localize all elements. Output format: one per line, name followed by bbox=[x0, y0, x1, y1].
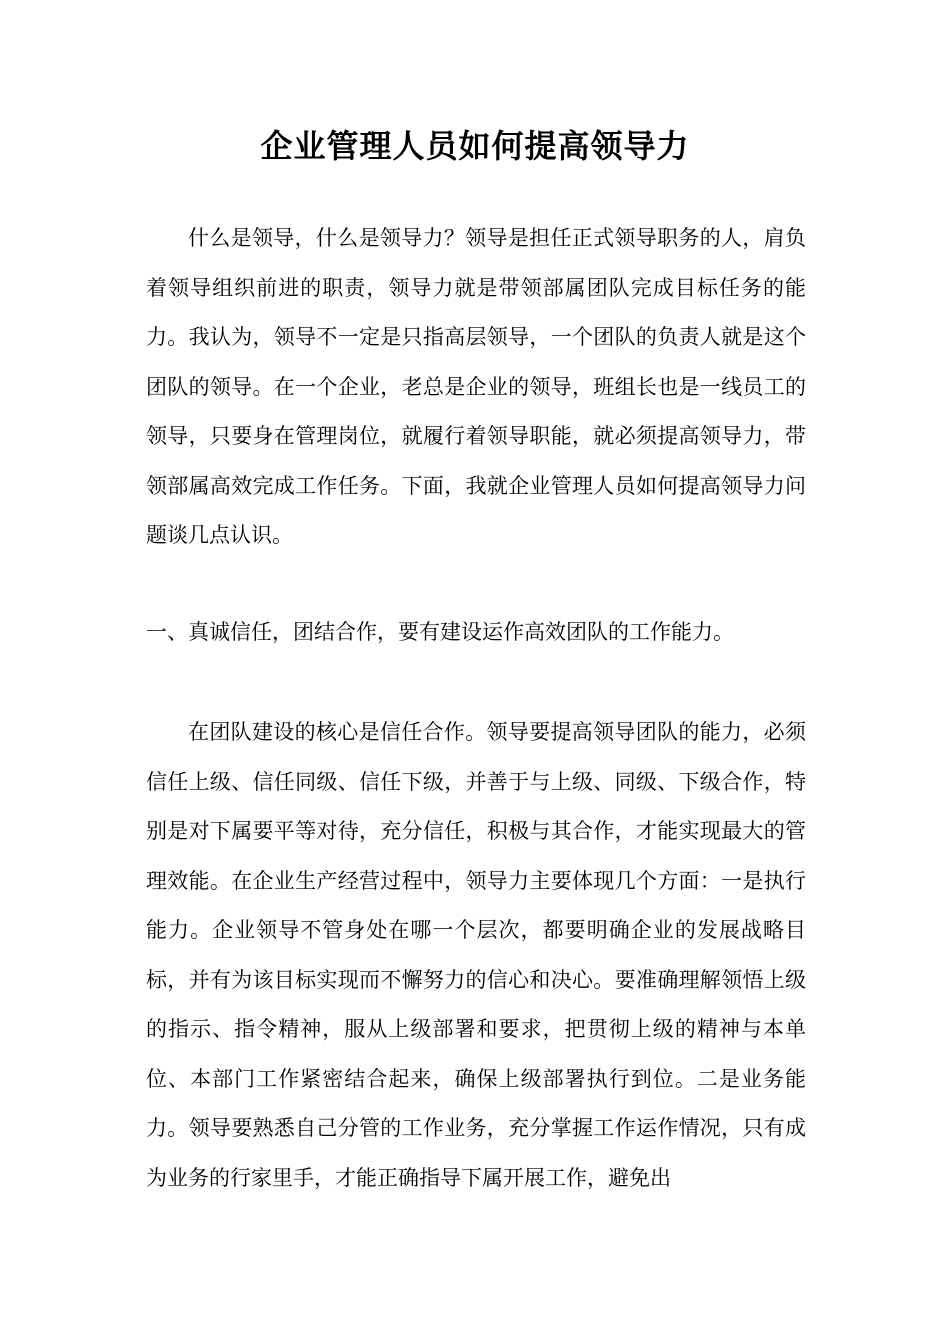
section-heading-1: 一、真诚信任，团结合作，要有建设运作高效团队的工作能力。 bbox=[146, 620, 734, 644]
document-title: 企业管理人员如何提高领导力 bbox=[260, 127, 690, 166]
section-1-paragraph: 在团队建设的核心是信任合作。领导要提高领导团队的能力，必须信任上级、信任同级、信任下级，并善于与上级、同级、下级合作，特别是对下属要平等对待，充分信任，积极与其合作，才能实现最大的管理效能。在企业生产经营过程中，领导力主要体现几个方面：一是执行能力。企业领导不管身处在哪一个层次，都要明确企业的发展战略目标，并有为该目标实现而不懈努力的信心和决心。要准确理解领悟上级的指示、指令精神，服从上级部署和要求，把贯彻上级的精神与本单位、本部门工作紧密结合起来，确保上级部署执行到位。二是业务能力。领导要熟悉自己分管的工作业务，充分掌握工作运作情况，只有成为业务的行家里手，才能正确指导下属开展工作，避免出 bbox=[146, 720, 806, 1190]
intro-paragraph: 什么是领导，什么是领导力？领导是担任正式领导职务的人，肩负着领导组织前进的职责，领导力就是带领部属团队完成目标任务的能力。我认为，领导不一定是只指高层领导，一个团队的负责人就是这个团队的领导。在一个企业，老总是企业的领导，班组长也是一线员工的领导，只要身在管理岗位，就履行着领导职能，就必须提高领导力，带领部属高效完成工作任务。下面，我就企业管理人员如何提高领导力问题谈几点认识。 bbox=[146, 226, 806, 547]
